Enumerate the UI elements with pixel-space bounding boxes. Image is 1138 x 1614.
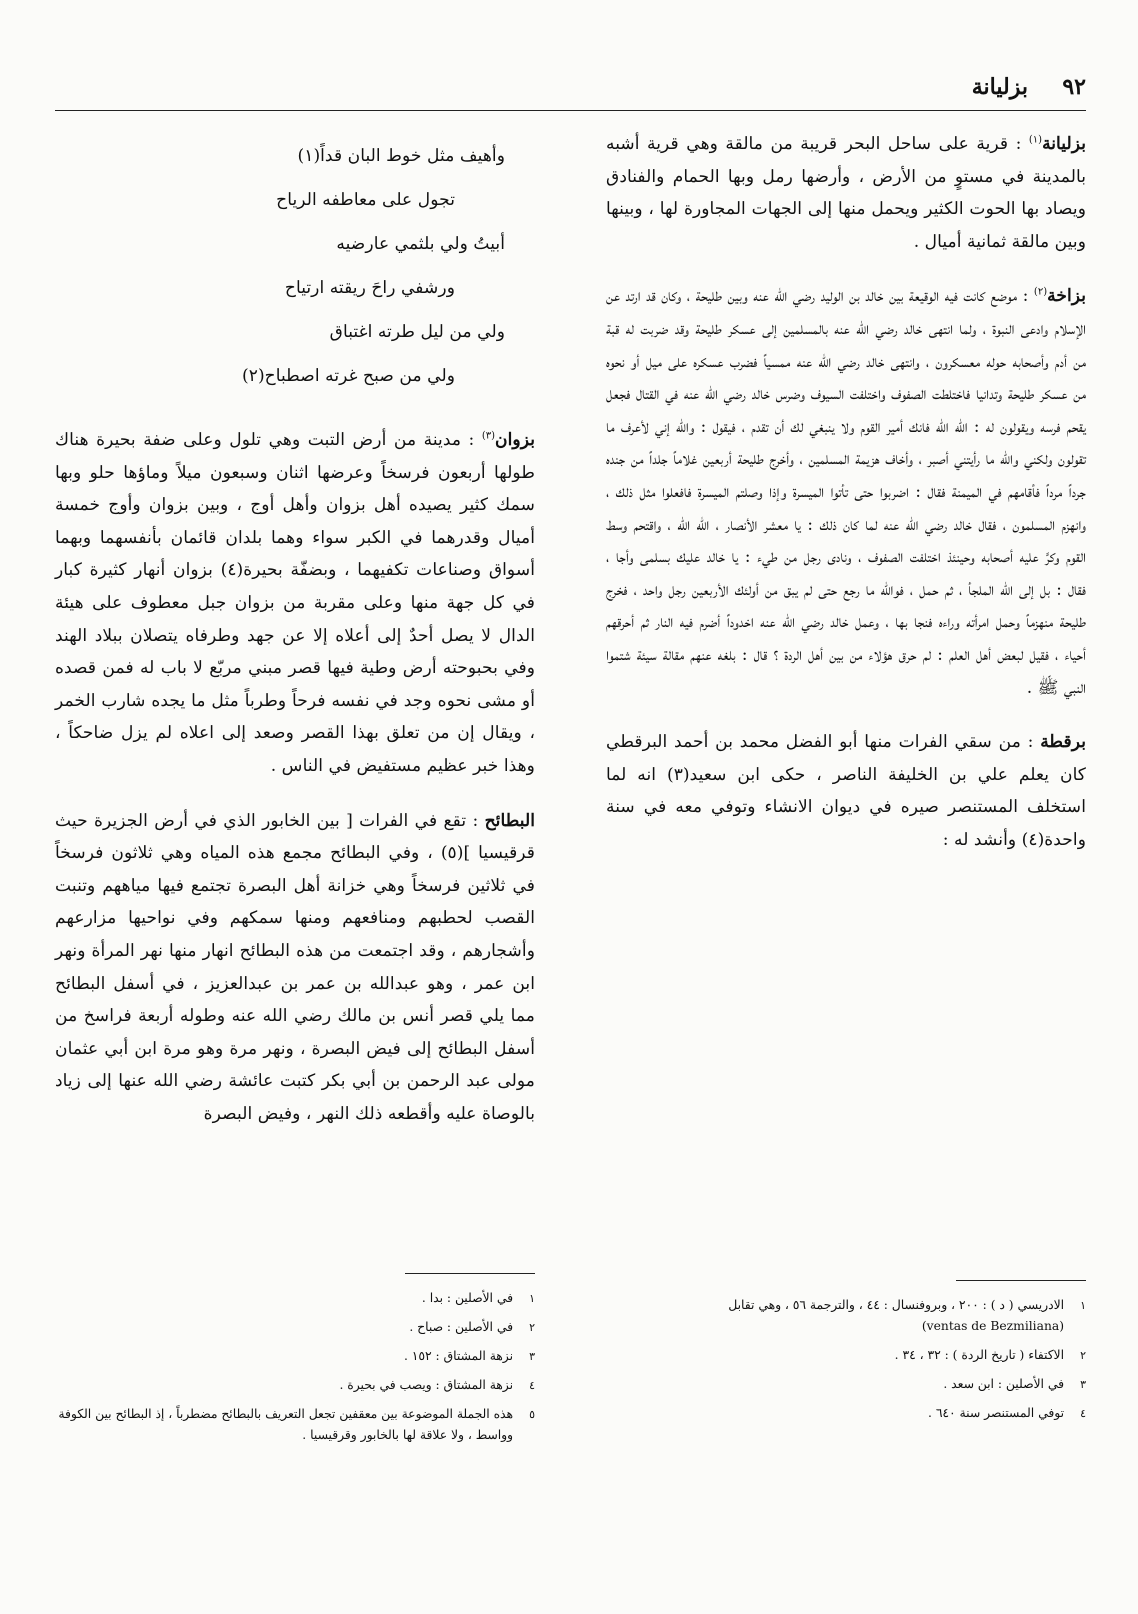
poem — [55, 134, 535, 398]
footnote-number: ٣ — [1080, 1378, 1086, 1391]
footnote-number: ٣ — [529, 1350, 535, 1363]
poem-verse: ولي من ليل طرته اغتباق — [329, 322, 505, 342]
footnote-text: هذه الجملة الموضوعة بين معقفين تجعل التعريف بالبطائح مضطرباً ، إذ البطائح بين الكوفة وواسط ، ولا علاقة لها بالخابور وقرقيسيا . — [58, 1407, 513, 1442]
footnote-number: ١ — [1080, 1299, 1086, 1312]
entry-bazwan — [55, 424, 535, 783]
headword: بزاخة — [1047, 286, 1086, 307]
footnote-text: في الأصلين : صباح . — [409, 1320, 513, 1334]
left-column — [55, 128, 535, 1130]
footnote — [55, 1288, 535, 1309]
entry-buzakha — [606, 280, 1086, 704]
footnote-number: ٤ — [1080, 1407, 1086, 1420]
footnote-number: ٥ — [529, 1408, 535, 1421]
footnote — [55, 1317, 535, 1338]
poem-verse: ولي من صبح غرته اصطباح(٢) — [242, 366, 455, 386]
footnote-rule — [405, 1273, 535, 1274]
footnote — [606, 1345, 1086, 1366]
footnote-number: ٢ — [529, 1321, 535, 1334]
poem-verse: تجول على معاطفه الرياح — [276, 190, 455, 210]
poem-verse: أبيتُ ولي بلثمي عارضيه — [336, 234, 505, 254]
left-footnotes — [55, 1288, 535, 1454]
footnote-text: الاكتفاء ( تاريخ الردة ) : ٣٢ ، ٣٤ . — [894, 1348, 1064, 1362]
footnote-text: في الأصلين : ابن سعد . — [943, 1377, 1064, 1391]
footnote-rule — [956, 1280, 1086, 1281]
entry-text: : قرية على ساحل البحر قريبة من مالقة وهي قرية أشبه بالمدينة في مستوٍ من الأرض ، وأرضها رمل وبها الحمام والفنادق ويصاد بها الحوت الكثير ويحمل منها إلى الجهات المجاورة لها ، وبينها وبين مالقة ثمانية أميال . — [606, 134, 1086, 252]
footnote-marker: (١) — [1028, 134, 1043, 146]
footnote-number: ١ — [529, 1292, 535, 1305]
entry-text: : موضع كانت فيه الوقيعة بين خالد بن الوليد رضي الله عنه وبين طليحة ، وكان قد ارتد عن الإسلام وادعى النبوة ، ولما انتهى خالد رضي الله عنه بالمسلمين إلى عسكر طليحة وقد ضربت له قبة من أدم وأصحابه حوله معسكرون ، وانتهى خالد رضي الله عنه ممسياً فضرب عسكره على ميل أو نحوه من عسكر طليحة وتدانيا فاختلطت الصفوف واختلفت السيوف وضرس خالد رضي الله عنه في القتال فجعل يقحم فرسه ويقولون له : الله الله فانك أمير القوم ولا ينبغي لك أن تقدم ، فيقول : والله إني لأعرف ما تقولون ولكني والله ما رأيتني أصبر ، وأخاف هزيمة المسلمين ، وأخرج طليحة أربعين غلاماً جلداً من جنده جرداً مرداً فأقامهم في الميمنة فقال : اضربوا حتى تأتوا الميسرة وإذا وصلتم الميسرة فافعلوا مثل ذلك ، وانهزم المسلمون ، فقال خالد رضي الله عنه لما كان ذلك : يا معشر الأنصار ، الله الله ، واقتحم وسط القوم وكرَّ عليه أصحابه وحينئذ اختلفت الصفوف ، ونادى رجل من طيء : يا خالد عليك بسلمى وأجا ، فقال : بل إلى الله الملجأ ، ثم حمل ، فوالله ما رجع حتى لم يبق من أولئك الأربعين رجل واحد ، فخرج طليحة منهزماً وحمل امرأته وراءه فنجا بها ، وعمل خالد رضي الله عنه اخدوداً أضرم فيه النار ثم أحرقهم أحياء ، فقيل لبعض أهل العلم : لم حرق هؤلاء من بين أهل الردة ؟ قال : بلغه عنهم مقالة سيئة شتموا النبي ﷺ . — [606, 286, 1086, 698]
footnote-text: نزهة المشتاق : ويصب في بحيرة . — [339, 1378, 513, 1392]
right-footnotes — [606, 1295, 1086, 1432]
entry-albataih — [55, 805, 535, 1131]
entry-barqata — [606, 726, 1086, 856]
footnote-text: في الأصلين : بدا . — [421, 1291, 513, 1305]
footnote-number: ٢ — [1080, 1349, 1086, 1362]
entry-bazliana — [606, 128, 1086, 258]
headword: بزوان — [495, 430, 535, 450]
page-number: ٩٢ — [1062, 74, 1086, 100]
footnote-marker: (٢) — [1033, 286, 1048, 298]
page-header — [55, 70, 1086, 111]
footnote — [55, 1375, 535, 1396]
footnote-text: نزهة المشتاق : ١٥٢ . — [403, 1349, 513, 1363]
right-column — [606, 128, 1086, 856]
footnote-text: توفي المستنصر سنة ٦٤٠ . — [927, 1406, 1064, 1420]
poem-verse: وأهيف مثل خوط البان قداً(١) — [297, 146, 505, 166]
footnote — [606, 1295, 1086, 1337]
footnote-text: الادريسي ( د ) : ٢٠٠ ، وبروفنسال : ٤٤ ، والترجمة ٥٦ ، وهي تقابل — [728, 1298, 1064, 1312]
poem-verse: ورشفي راحَ ريقته ارتياح — [284, 278, 455, 298]
footnote-marker: (٣) — [481, 430, 496, 442]
entry-text: : مدينة من أرض التبت وهي تلول وعلى ضفة بحيرة هناك طولها أربعون فرسخاً وعرضها اثنان وسبعون ميلاً وماؤها حلو وبها سمك كثير يصيده أهل بزوان وأهل أوج ، وبين بزوان وأوج خمسة أميال وقدرهما في الكبر سواء وهما بلدان قائمان بأنفسهما وبهما أسواق وصناعات تكفيهما ، وبضفّة بحيرة(٤) بزوان أنهار كثيرة كبار في كل جهة منها وعلى مقربة من بزوان جبل معطوف على هيئة الدال لا يصل أحدٌ إلى أعلاه إلا عن جهد وطرفاه يتصلان ببلاد الهند وفي بحبوحته أرض وطية فيها قصر مبني مربّع لا باب له فمن قصده أو مشى نحوه وجد في نفسه فرحاً وطرباً مثل ما يجده شارب الخمر ، ويقال إن من تعلق بهذا القصر وصعد إلى اعلاه لم يزل ضاحكاً ، وهذا خبر عظيم مستفيض في الناس . — [55, 430, 535, 776]
footnote-latin: (ventas de Bezmiliana) — [921, 1319, 1064, 1333]
entry-text: : من سقي الفرات منها أبو الفضل محمد بن أحمد البرقطي كان يعلم علي بن الخليفة الناصر ، حكى ابن سعيد(٣) انه لما استخلف المستنصر صيره في ديوان الانشاء وتوفي معه في سنة واحدة(٤) وأنشد له : — [606, 732, 1086, 850]
entry-text: : تقع في الفرات [ بين الخابور الذي في أرض الجزيرة حيث قرقيسيا ](٥) ، وفي البطائح مجمع هذه المياه وهي ثلاثون فرسخاً في ثلاثين فرسخاً وهي خزانة أهل البصرة تجتمع فيها مياههم وتنبت القصب لحطبهم ومنافعهم ومنها سمكهم وفي نواحيها مزارعهم وأشجارهم ، وقد اجتمعت من هذه البطائح انهار منها نهر المرأة ونهر ابن عمر ، وهو عبدالله بن عمر بن عبدالعزيز ، في أسفل البطائح مما يلي قصر أنس بن مالك رضي الله عنه وطوله أربعة فراسخ من أسفل البطائح إلى فيض البصرة ، ونهر مرة وهو مرة ابن أبي عثمان مولى عبد الرحمن بن أبي بكر كتبت عائشة رضي الله عنها إلى زياد بالوصاة عليه وأقطعه ذلك النهر ، وفيض البصرة — [55, 810, 536, 1124]
headword: البطائح — [484, 810, 535, 831]
headword: بزليانة — [1042, 134, 1086, 154]
footnote — [55, 1346, 535, 1367]
headword: برقطة — [1040, 732, 1086, 753]
footnote — [606, 1374, 1086, 1395]
running-title: بزليانة — [971, 74, 1028, 100]
footnote — [606, 1403, 1086, 1424]
footnote-number: ٤ — [529, 1379, 535, 1392]
footnote — [55, 1404, 535, 1446]
